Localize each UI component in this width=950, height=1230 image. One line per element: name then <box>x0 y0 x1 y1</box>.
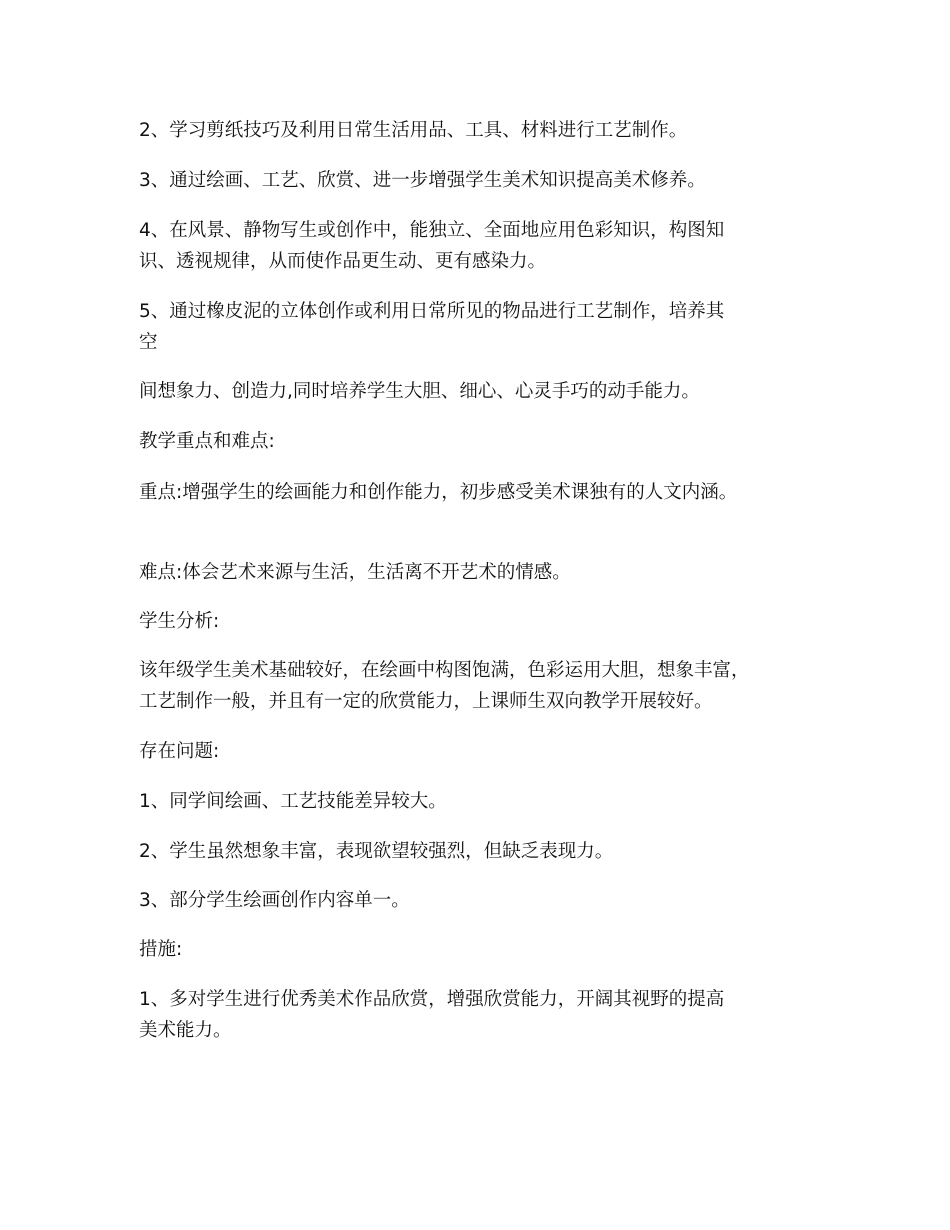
paragraph-measure-1 <box>139 984 839 1046</box>
paragraph-goal-5 <box>139 296 839 358</box>
text-line: 工艺制作一般，并且有一定的欣赏能力，上课师生双向教学开展较好。 <box>139 691 713 712</box>
paragraph-problem-3 <box>139 885 839 916</box>
text-line: 2、学习剪纸技巧及利用日常生活用品、工具、材料进行工艺制作。 <box>139 120 688 141</box>
text-line: 1、同学间绘画、工艺技能差异较大。 <box>139 791 447 812</box>
paragraph-difficulty <box>139 557 839 588</box>
text-line: 间想象力、创造力,同时培养学生大胆、细心、心灵手巧的动手能力。 <box>139 381 700 402</box>
text-line: 存在问题: <box>139 741 220 762</box>
text-line: 识、透视规律，从而使作品更生动、更有感染力。 <box>139 251 547 272</box>
text-line: 3、通过绘画、工艺、欣赏、进一步增强学生美术知识提高美术修养。 <box>139 170 706 191</box>
text-line: 难点:体会艺术来源与生活，生活离不开艺术的情感。 <box>139 562 571 583</box>
text-line: 措施: <box>139 939 183 960</box>
heading-key-points <box>139 426 839 457</box>
paragraph-problem-1 <box>139 786 839 817</box>
paragraph-goal-4 <box>139 215 839 277</box>
text-line: 美术能力。 <box>139 1020 232 1041</box>
paragraph-student-analysis <box>139 655 839 717</box>
text-line: 5、通过橡皮泥的立体创作或利用日常所见的物品进行工艺制作，培养其 <box>139 301 725 322</box>
paragraph-goal-2 <box>139 115 839 146</box>
text-line: 教学重点和难点: <box>139 431 275 452</box>
paragraph-goal-3 <box>139 165 839 196</box>
text-line: 1、多对学生进行优秀美术作品欣赏，增强欣赏能力，开阔其视野的提高 <box>139 989 725 1010</box>
text-line: 空 <box>139 332 158 353</box>
paragraph-key-point <box>139 477 839 508</box>
text-line: 3、部分学生绘画创作内容单一。 <box>139 890 410 911</box>
text-line: 2、学生虽然想象丰富，表现欲望较强烈，但缺乏表现力。 <box>139 841 614 862</box>
text-line: 4、在风景、静物写生或创作中，能独立、全面地应用色彩知识，构图知 <box>139 220 725 241</box>
text-line: 学生分析: <box>139 611 220 632</box>
heading-measures <box>139 934 839 965</box>
text-line: 重点:增强学生的绘画能力和创作能力，初步感受美术课独有的人文内涵。 <box>139 482 738 503</box>
paragraph-problem-2 <box>139 836 839 867</box>
heading-student-analysis <box>139 606 839 637</box>
text-line: 该年级学生美术基础较好，在绘画中构图饱满，色彩运用大胆，想象丰富， <box>139 660 750 681</box>
heading-problems <box>139 736 839 767</box>
paragraph-goal-5-continued <box>139 376 839 407</box>
